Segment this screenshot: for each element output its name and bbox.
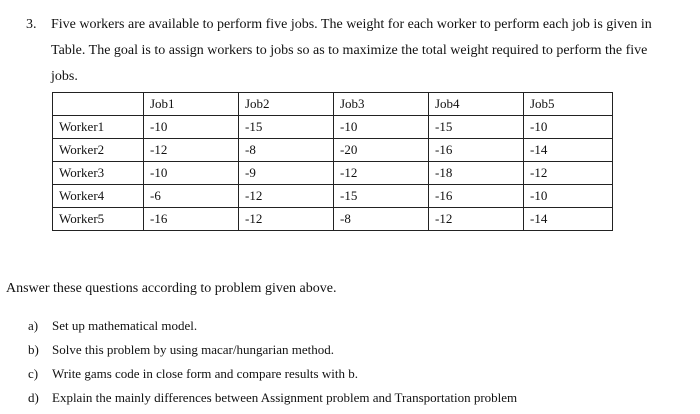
row-label: Worker1 <box>53 116 144 139</box>
question-marker: d) <box>28 390 39 405</box>
table-header-job3: Job3 <box>334 93 429 116</box>
table-cell: -16 <box>144 208 239 231</box>
table-row <box>53 208 613 231</box>
list-item <box>28 314 517 338</box>
table-cell: -12 <box>239 208 334 231</box>
table-header-job4: Job4 <box>429 93 524 116</box>
list-item <box>28 386 517 410</box>
row-label: Worker5 <box>53 208 144 231</box>
table-cell: -15 <box>239 116 334 139</box>
table-cell: -16 <box>429 185 524 208</box>
table-cell: -16 <box>429 139 524 162</box>
question-text: Explain the mainly differences between Assignment problem and Transportation problem <box>52 390 518 405</box>
list-item <box>28 338 517 362</box>
question-text: Solve this problem by using macar/hungarian method. <box>52 342 334 357</box>
table-cell: -8 <box>334 208 429 231</box>
table-cell: -8 <box>239 139 334 162</box>
table-cell: -15 <box>334 185 429 208</box>
row-label: Worker3 <box>53 162 144 185</box>
table-header-row <box>53 93 613 116</box>
table-header-job2: Job2 <box>239 93 334 116</box>
question-list <box>28 314 517 410</box>
table-row <box>53 162 613 185</box>
table-cell: -10 <box>144 116 239 139</box>
row-label: Worker2 <box>53 139 144 162</box>
table-cell: -6 <box>144 185 239 208</box>
problem-text: Five workers are available to perform five jobs. The weight for each worker to perform each job is given in Table. The goal is to assign workers to jobs so as to maximize the total weight required to perform the five jobs. <box>51 17 652 84</box>
table-cell: -15 <box>429 116 524 139</box>
row-label: Worker4 <box>53 185 144 208</box>
table-header-job1: Job1 <box>144 93 239 116</box>
question-marker: b) <box>28 342 39 357</box>
table-cell: -14 <box>524 208 613 231</box>
table-header-job5: Job5 <box>524 93 613 116</box>
table-row <box>53 139 613 162</box>
table-cell: -10 <box>524 185 613 208</box>
table-cell: -10 <box>524 116 613 139</box>
question-marker: c) <box>28 366 39 381</box>
table-cell: -12 <box>144 139 239 162</box>
question-text: Write gams code in close form and compare results with b. <box>52 366 358 381</box>
table-cell: -10 <box>144 162 239 185</box>
table-cell: -12 <box>524 162 613 185</box>
weights-table <box>52 92 613 231</box>
problem-number: 3. <box>26 17 37 32</box>
table-cell: -10 <box>334 116 429 139</box>
question-text: Set up mathematical model. <box>52 318 198 333</box>
answer-intro: Answer these questions according to problem given above. <box>6 281 337 296</box>
table-cell: -9 <box>239 162 334 185</box>
question-marker: a) <box>28 318 39 333</box>
table-cell: -12 <box>239 185 334 208</box>
table-cell: -20 <box>334 139 429 162</box>
table-cell: -12 <box>334 162 429 185</box>
table-cell: -14 <box>524 139 613 162</box>
table-row <box>53 116 613 139</box>
table-cell: -18 <box>429 162 524 185</box>
table-cell: -12 <box>429 208 524 231</box>
table-row <box>53 185 613 208</box>
table-header-corner <box>53 93 144 116</box>
list-item <box>28 362 517 386</box>
